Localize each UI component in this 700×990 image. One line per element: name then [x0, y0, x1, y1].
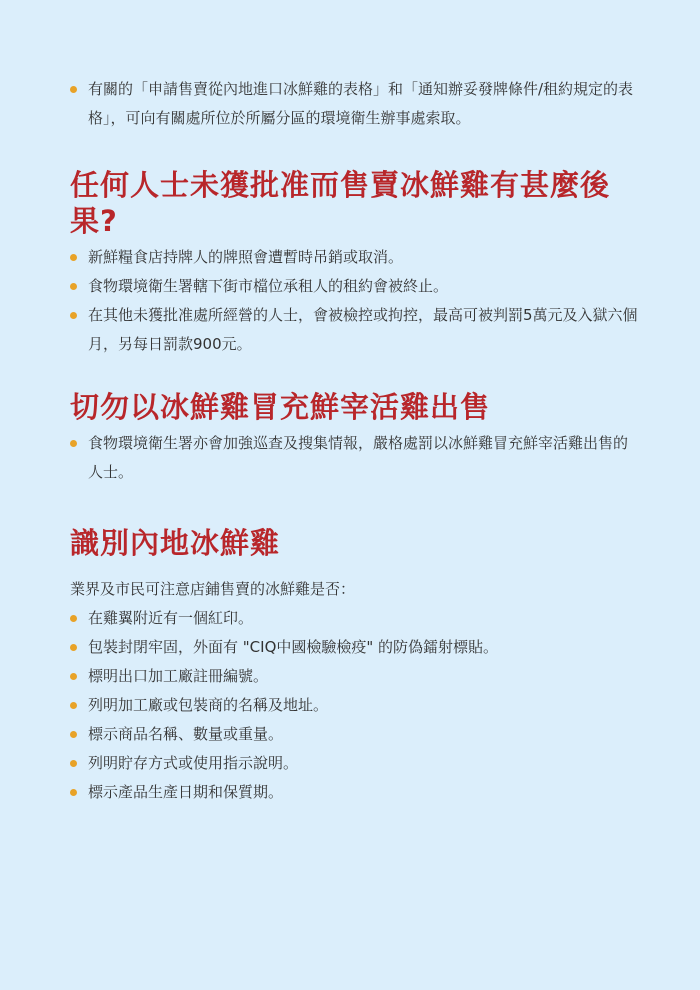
bullet-icon	[70, 283, 77, 290]
section-heading-no-impersonation: 切勿以冰鮮雞冒充鮮宰活雞出售	[70, 390, 491, 424]
list-item-text: 食物環境衛生署亦會加強巡查及搜集情報，嚴格處罰以冰鮮雞冒充鮮宰活雞出售的人士。	[88, 434, 629, 481]
list-item-text: 標示商品名稱、數量或重量。	[88, 725, 284, 743]
list-item	[70, 749, 640, 778]
bullet-icon	[70, 86, 77, 93]
list-item-text: 標示產品生產日期和保質期。	[88, 783, 284, 801]
bullet-icon	[70, 731, 77, 738]
bullet-icon	[70, 615, 77, 622]
list-item	[70, 633, 640, 662]
section-heading-identify: 識別內地冰鮮雞	[70, 526, 281, 560]
list-item-text: 有關的「申請售賣從內地進口冰鮮雞的表格」和「通知辦妥發牌條件/租約規定的表格」，可向有關處所位於所屬分區的環境衛生辦事處索取。	[88, 80, 634, 127]
list-item	[70, 75, 640, 133]
bullet-icon	[70, 702, 77, 709]
list-item-text: 標明出口加工廠註冊編號。	[88, 667, 269, 685]
list-item-text: 在雞翼附近有一個紅印。	[88, 609, 254, 627]
identify-lead-text: 業界及市民可注意店鋪售賣的冰鮮雞是否：	[70, 580, 356, 598]
bullet-icon	[70, 312, 77, 319]
list-item	[70, 778, 640, 807]
bullet-icon	[70, 789, 77, 796]
list-item-text: 包裝封閉牢固，外面有 "CIQ中國檢驗檢疫" 的防偽鐳射標貼。	[88, 638, 499, 656]
bullet-icon	[70, 673, 77, 680]
list-item	[70, 662, 640, 691]
list-item-text: 在其他未獲批准處所經營的人士，會被檢控或拘控，最高可被判罰5萬元及入獄六個月，另每日罰款900元。	[88, 306, 638, 353]
bullet-icon	[70, 440, 77, 447]
bullet-icon	[70, 254, 77, 261]
list-item-text: 列明貯存方式或使用指示說明。	[88, 754, 299, 772]
list-item-text: 食物環境衛生署轄下街市檔位承租人的租約會被終止。	[88, 277, 449, 295]
list-item	[70, 272, 640, 301]
intro-list	[70, 75, 640, 133]
list-item	[70, 429, 640, 487]
bullet-icon	[70, 644, 77, 651]
list-item	[70, 720, 640, 749]
no-impersonation-list	[70, 429, 640, 487]
list-item-text: 新鮮糧食店持牌人的牌照會遭暫時吊銷或取消。	[88, 248, 404, 266]
list-item	[70, 604, 640, 633]
consequences-list	[70, 243, 640, 359]
section-heading-consequences: 任何人士未獲批准而售賣冰鮮雞有甚麼後果?	[70, 168, 611, 238]
list-item	[70, 243, 640, 272]
list-item	[70, 301, 640, 359]
list-item	[70, 691, 640, 720]
identify-list	[70, 604, 640, 807]
bullet-icon	[70, 760, 77, 767]
list-item-text: 列明加工廠或包裝商的名稱及地址。	[88, 696, 329, 714]
